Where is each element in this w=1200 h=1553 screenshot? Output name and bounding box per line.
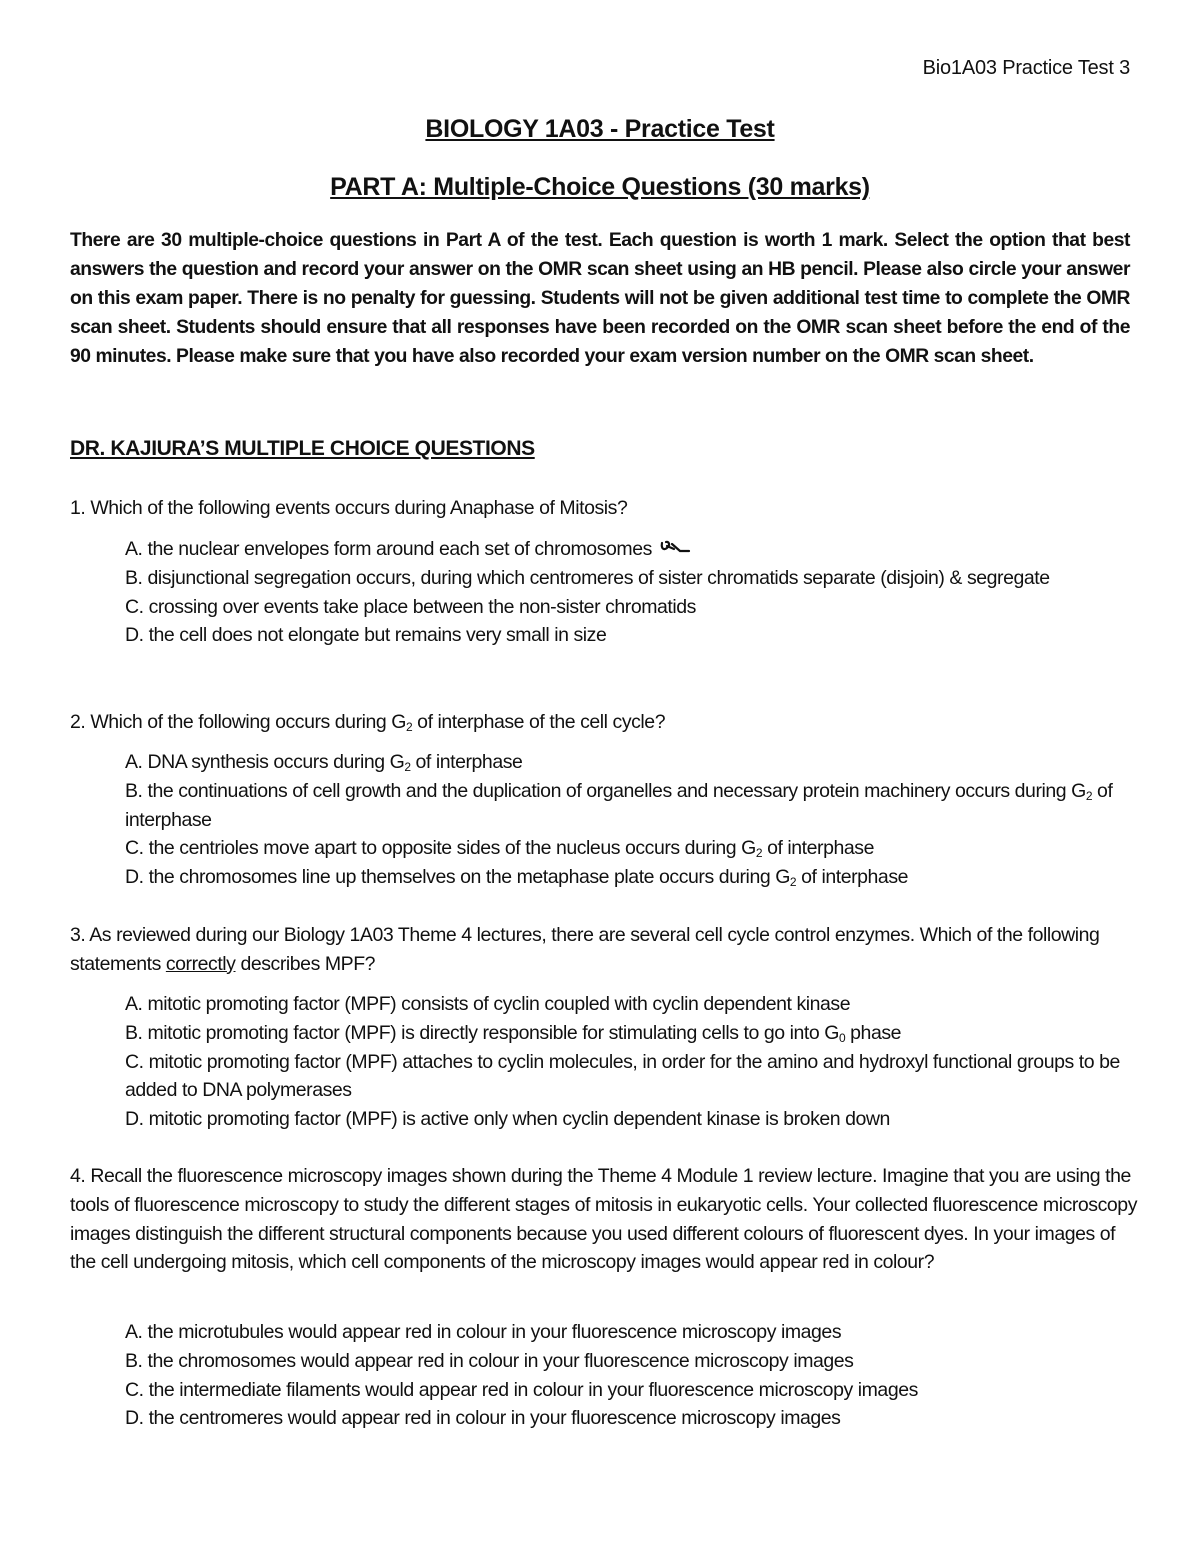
question-1-stem: 1. Which of the following events occurs during Anaphase of Mitosis? bbox=[70, 497, 628, 519]
question-1-options bbox=[125, 535, 1135, 650]
question-3-option-b[interactable] bbox=[125, 1019, 1135, 1048]
handwritten-check-mark-icon bbox=[658, 537, 692, 557]
question-4-option-d[interactable]: D. the centromeres would appear red in colour in your fluorescence microscopy images bbox=[125, 1407, 841, 1430]
question-4-options bbox=[125, 1318, 1135, 1433]
option-text: B. the continuations of cell growth and the duplication of organelles and necessary protein machinery occurs during G bbox=[125, 779, 1086, 802]
page-header: Bio1A03 Practice Test 3 bbox=[922, 57, 1130, 79]
question-2-option-c[interactable] bbox=[125, 834, 1135, 863]
question-3-stem bbox=[70, 921, 1140, 979]
question-2-options bbox=[125, 748, 1135, 892]
subscript: 2 bbox=[1085, 788, 1093, 803]
option-text: A. DNA synthesis occurs during G bbox=[125, 751, 405, 773]
question-4-stem: 4. Recall the fluorescence microscopy images shown during the Theme 4 Module 1 review lecture. Imagine that you are using the tools of fluorescence microscopy to study the different stages of mitosis in eukaryotic cells. Your collected fluorescence microscopy images distinguish the different structural components because you used different colours of fluorescent dyes. In your images of the cell undergoing mitosis, which cell components of the microscopy images would appear red in colour? bbox=[70, 1165, 1137, 1274]
question-3-stem-text: 3. As reviewed during our Biology 1A03 Theme 4 lectures, there are several cell cycle control enzymes. Which of the following statements bbox=[70, 924, 1100, 975]
question-3-stem-text-end: describes MPF? bbox=[235, 952, 376, 975]
option-text: D. the chromosomes line up themselves on the metaphase plate occurs during G bbox=[125, 866, 790, 889]
subscript: 2 bbox=[405, 720, 413, 734]
question-4-option-b[interactable]: B. the chromosomes would appear red in colour in your fluorescence microscopy images bbox=[125, 1349, 854, 1372]
document-title: BIOLOGY 1A03 - Practice Test bbox=[425, 115, 775, 143]
question-1-option-d[interactable]: D. the cell does not elongate but remains very small in size bbox=[125, 624, 607, 647]
question-2-option-b[interactable] bbox=[125, 777, 1135, 835]
option-text-end: of interphase bbox=[796, 866, 909, 889]
question-2-option-a[interactable] bbox=[125, 748, 1135, 777]
question-2-stem bbox=[70, 708, 1140, 737]
subscript: 0 bbox=[838, 1030, 846, 1045]
question-1-option-c[interactable]: C. crossing over events take place between the non-sister chromatids bbox=[125, 595, 696, 618]
question-3-underlined-word: correctly bbox=[165, 952, 236, 975]
option-text-end: of interphase bbox=[762, 837, 874, 860]
question-2-option-d[interactable] bbox=[125, 863, 1135, 892]
subscript: 2 bbox=[404, 760, 411, 774]
question-1-option-b[interactable]: B. disjunctional segregation occurs, during which centromeres of sister chromatids separate (disjoin) & segregate bbox=[125, 566, 1050, 589]
question-2-stem-text-end: of interphase of the cell cycle? bbox=[412, 711, 666, 733]
question-4-option-c[interactable]: C. the intermediate filaments would appear red in colour in your fluorescence microscopy images bbox=[125, 1378, 918, 1401]
subscript: 2 bbox=[789, 875, 797, 890]
option-text: C. the centrioles move apart to opposite sides of the nucleus occurs during G bbox=[125, 837, 756, 860]
question-3-options bbox=[125, 990, 1135, 1134]
part-title: PART A: Multiple-Choice Questions (30 marks) bbox=[330, 173, 870, 201]
option-text-end: of interphase bbox=[125, 779, 1113, 831]
instructions-paragraph: There are 30 multiple-choice questions in Part A of the test. Each question is worth 1 mark. Select the option that best answers the question and record your answer on the OMR scan sheet using an HB pencil. Please also circle your answer on this exam paper. There is no penalty for guessing. Students will not be given additional test time to complete the OMR scan sheet. Students should ensure that all responses have been recorded on the OMR scan sheet before the end of the 90 minutes. Please make sure that you have also recorded your exam version number on the OMR scan sheet. bbox=[70, 230, 1130, 367]
question-3-option-d[interactable]: D. mitotic promoting factor (MPF) is active only when cyclin dependent kinase is broken down bbox=[125, 1108, 890, 1131]
subscript: 2 bbox=[755, 846, 763, 861]
option-text-end: of interphase bbox=[410, 751, 523, 773]
section-heading: DR. KAJIURA’S MULTIPLE CHOICE QUESTIONS bbox=[70, 437, 535, 460]
option-text: B. mitotic promoting factor (MPF) is directly responsible for stimulating cells to go into G bbox=[125, 1021, 839, 1044]
question-2-stem-text: 2. Which of the following occurs during G bbox=[70, 711, 406, 733]
question-4-option-a[interactable]: A. the microtubules would appear red in colour in your fluorescence microscopy images bbox=[125, 1321, 842, 1343]
question-1-option-a-text: A. the nuclear envelopes form around each set of chromosomes bbox=[125, 538, 652, 560]
question-3-option-c[interactable]: C. mitotic promoting factor (MPF) attaches to cyclin molecules, in order for the amino and hydroxyl functional groups to be added to DNA polymerases bbox=[125, 1050, 1120, 1102]
question-3-option-a[interactable]: A. mitotic promoting factor (MPF) consists of cyclin coupled with cyclin dependent kinase bbox=[125, 993, 851, 1015]
question-1-option-a[interactable] bbox=[125, 535, 1135, 564]
option-text-end: phase bbox=[845, 1021, 902, 1044]
